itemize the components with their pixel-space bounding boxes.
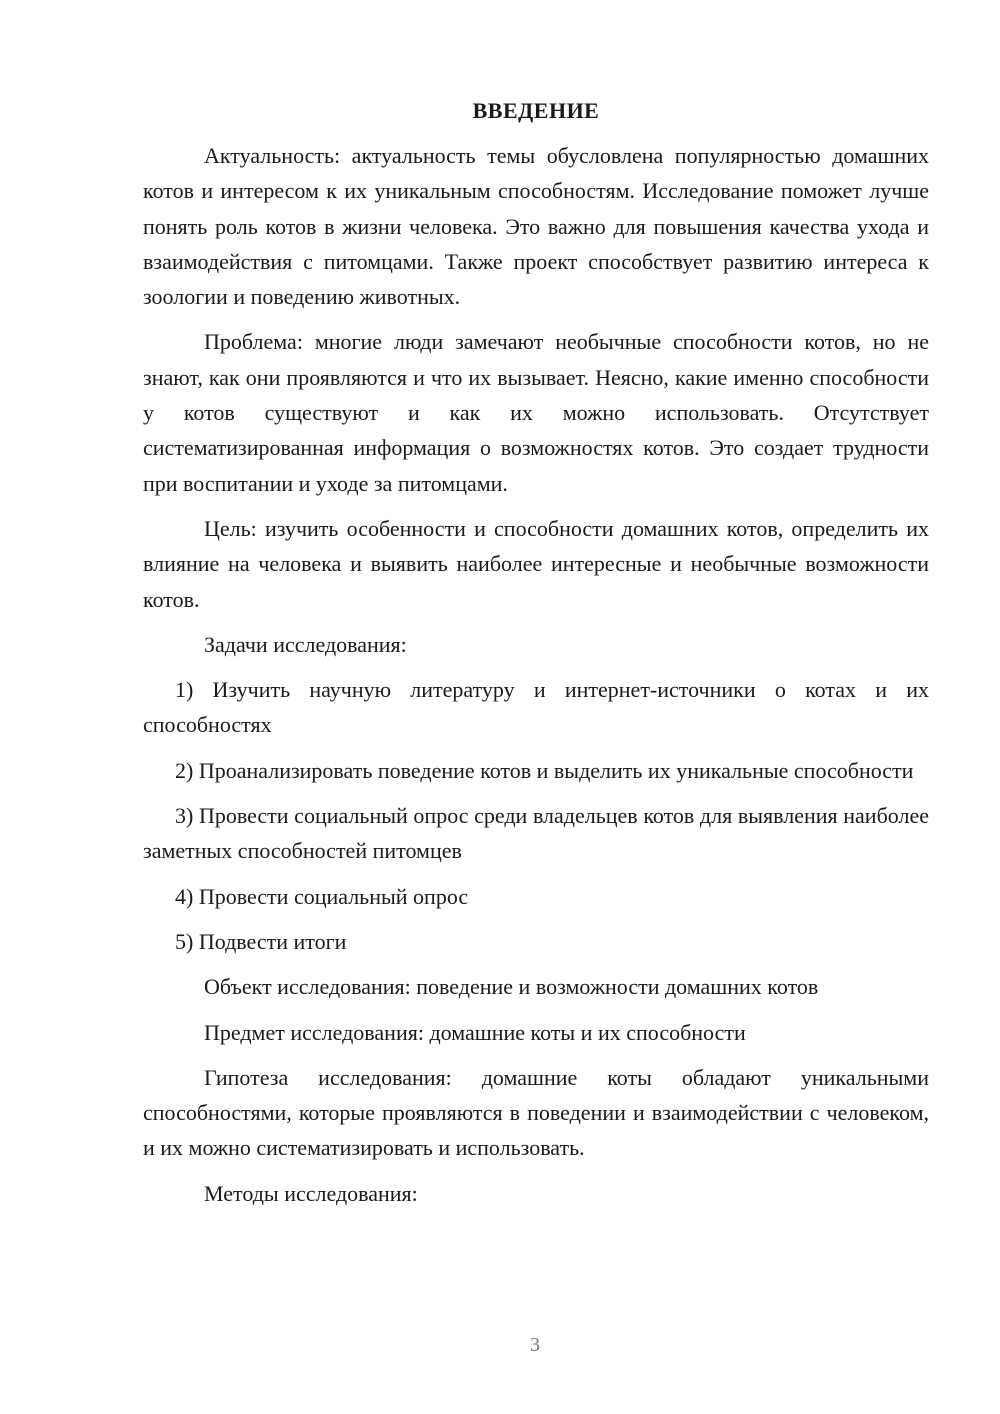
hypothesis-paragraph: Гипотеза исследования: домашние коты обладают уникальными способностями, которые проявляются в поведении и взаимодействии с человеком, и их можно систематизировать и использовать. bbox=[143, 1064, 929, 1161]
task-item-5: 5) Подвести итоги bbox=[175, 928, 347, 954]
goal-paragraph: Цель: изучить особенности и способности домашних котов, определить их влияние на человека и выявить наиболее интересные и необычные возможности котов. bbox=[143, 515, 929, 612]
page-number: 3 bbox=[530, 1334, 540, 1356]
methods-title: Методы исследования: bbox=[204, 1180, 418, 1206]
tasks-title: Задачи исследования: bbox=[204, 631, 407, 657]
problem-paragraph: Проблема: многие люди замечают необычные способности котов, но не знают, как они проявляются и что их вызывает. Неясно, какие именно способности у котов существуют и как их можно использовать. Отсутствует систематизированная информация о возможностях котов. Это создает трудности при воспитании и уходе за питомцами. bbox=[143, 329, 929, 496]
document-page bbox=[143, 96, 929, 1211]
object-paragraph: Объект исследования: поведение и возможности домашних котов bbox=[204, 974, 819, 1000]
section-heading: ВВЕДЕНИЕ bbox=[472, 98, 600, 123]
task-item-2: 2) Проанализировать поведение котов и выделить их уникальные способности bbox=[175, 757, 914, 783]
task-item-3: 3) Провести социальный опрос среди владельцев котов для выявления наиболее заметных способностей питомцев bbox=[143, 803, 929, 864]
relevance-paragraph: Актуальность: актуальность темы обусловлена популярностью домашних котов и интересом к их уникальным способностям. Исследование поможет лучше понять роль котов в жизни человека. Это важно для повышения качества ухода и взаимодействия с питомцами. Также проект способствует развитию интереса к зоологии и поведению животных. bbox=[143, 143, 929, 310]
subject-paragraph: Предмет исследования: домашние коты и их способности bbox=[204, 1019, 746, 1045]
task-item-1: 1) Изучить научную литературу и интернет-источники о котах и их способностях bbox=[143, 677, 929, 738]
task-item-4: 4) Провести социальный опрос bbox=[175, 883, 469, 909]
